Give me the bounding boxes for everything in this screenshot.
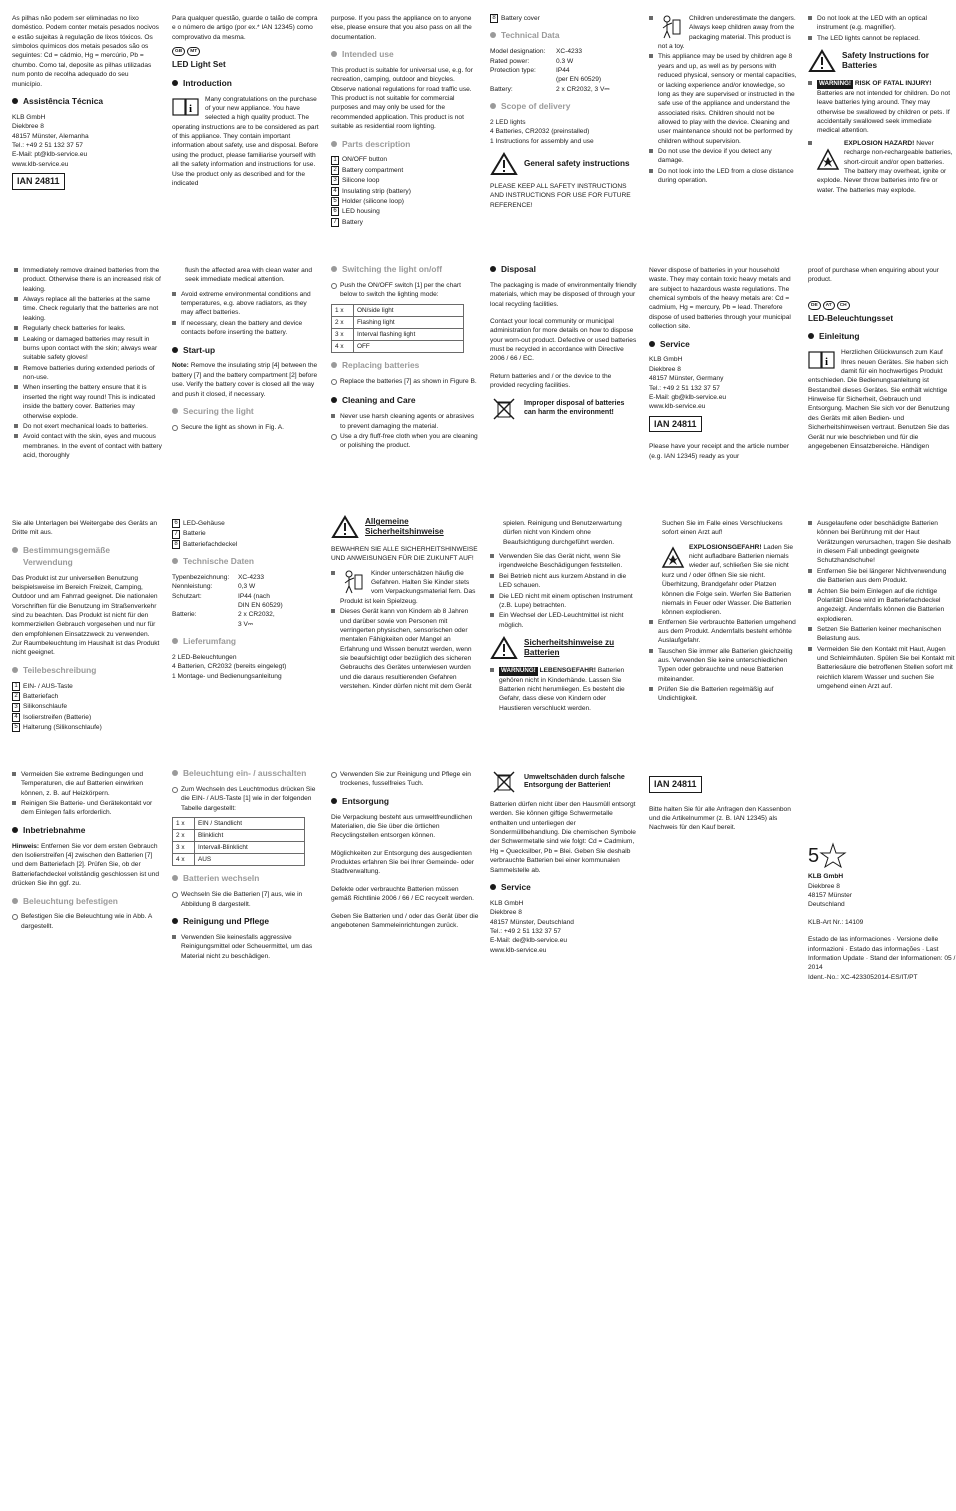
flush-cont: flush the affected area with clean water and seek immediate medical attention. xyxy=(185,267,313,284)
heading-start-up: Start-up xyxy=(172,345,320,357)
table-row: 2 x Flashing light xyxy=(332,316,464,328)
improper-disposal-en: Improper disposal of batteries can harm the environment! xyxy=(490,397,638,421)
bullet-beschaedigung: Verwenden Sie das Gerät nicht, wenn Sie irgendwelche Beschädigungen feststellen. xyxy=(490,552,638,571)
col-r2-c3 xyxy=(331,264,479,452)
disposal-p2: Contact your local community or municipal administration for more details on how to dispose your worn-out product. Defective or used batteries must be recycled in accordance with Directive 2006 / 66 / EC. xyxy=(490,318,637,363)
col-r1-c5 xyxy=(649,14,797,186)
bullet-damage: Do not use the device if you detect any damage. xyxy=(649,147,797,166)
heading-disposal: Disposal xyxy=(490,264,638,276)
ian-badge: IAN 24811 xyxy=(649,416,702,433)
table-row: 3 x Intervall-Blinklicht xyxy=(173,842,305,854)
explosion-warning-icon xyxy=(662,547,684,569)
manual-info-icon xyxy=(808,348,836,372)
title-de: LED-Beleuchtungsset xyxy=(808,313,894,323)
disposal-p1: The packaging is made of environmentally friendly materials, which may be disposed of through your local recycling facilities. xyxy=(490,281,637,308)
entsorgung-p4: Geben Sie Batterien und / oder das Gerät über die angebotenen Sammeleinrichtungen zurück. xyxy=(331,912,479,929)
step-einschalten: Zum Wechseln des Leuchtmodus drücken Sie die EIN- / AUS-Taste [1] wie in der folgenden Tabelle dargestellt: xyxy=(172,785,320,813)
table-row: 2 x Blinklicht xyxy=(173,830,305,842)
heading-verwendung: Bestimmungsgemäße Verwendung xyxy=(12,545,160,569)
explosion-warning-icon xyxy=(817,149,839,171)
battery-safety-heading-de: Sicherheitshinweise zu Batterien xyxy=(490,636,638,660)
col-r3-c1 xyxy=(12,519,160,734)
kinder-cont: spielen. Reinigung und Benutzerwartung dürfen nicht von Kindern ohne Beaufsichtigung durchgeführt werden. xyxy=(503,520,622,546)
col-r4-c4 xyxy=(490,770,638,955)
bullet-kinder: Kinder unterschätzen häufig die Gefahren. Halten Sie Kinder stets vom Verpackungsmaterial fern. Das Produkt ist kein Spielzeug. xyxy=(331,569,479,606)
col-r1-c6 xyxy=(808,14,956,196)
col-r2-c1 xyxy=(14,266,162,462)
bullet-explosion: EXPLOSION HAZARD! Never recharge non-rechargeable batteries, short-circuit and/or open batteries. The battery may overheat, ignite or explode. Never throw batteries into fire or water. The batteries may explode. xyxy=(808,139,956,195)
heading-einschalten: Beleuchtung ein- / ausschalten xyxy=(172,768,320,780)
table-row: 4 x OFF xyxy=(332,340,464,352)
col-r4-c5 xyxy=(649,772,797,838)
parts-list-de: 1 EIN- / AUS-Taste 2 Batteriefach 3 Silikonschlaufe 4 Isolierstreifen (Batterie) 5 Halterung (Silikonschlaufe) xyxy=(12,682,160,733)
heading-reinigung: Reinigung und Pflege xyxy=(172,916,320,928)
svg-text:i: i xyxy=(825,356,829,369)
receipt-en: Please have your receipt and the article number (e.g. IAN 12345) ready as your xyxy=(649,443,790,460)
heading-inbetriebnahme: Inbetriebnahme xyxy=(12,825,160,837)
step-secure: Secure the light as shown in Fig. A. xyxy=(172,423,320,435)
title-en: LED Light Set xyxy=(172,60,226,70)
bullet-non-use: Remove batteries during extended periods of non-use. xyxy=(14,364,162,383)
col-r4-c3 xyxy=(331,770,479,935)
col-r2-c5 xyxy=(649,266,797,466)
technical-data-de: Typenbezeichnung: XC-4233 Nennleistung: 0,3 W Schutzart: IP44 (nach DIN EN 60529) Batterie: 2 x CR2032, 3 V⎓ xyxy=(172,574,283,628)
heading-replacing: Replacing batteries xyxy=(331,360,479,372)
proof-en: proof of purchase when enquiring about your product. xyxy=(808,267,939,284)
bullet-children-age: This appliance may be used by children age 8 years and up, as well as by persons with reduced physical, sensory or mental capacities, or lacking experience and/or knowledge, so long as they are supervised or instructed in the safe use of the appliance and understand the associated risks. Children should not be allowed to play with the device. Cleaning and user maintenance should not be performed by children without supervision. xyxy=(649,52,797,146)
col-r3-c5 xyxy=(658,519,798,705)
table-row: 4 x AUS xyxy=(173,854,305,866)
col-r2-c4 xyxy=(490,264,638,427)
bullet-clean-contacts: If necessary, clean the battery and device contacts before inserting the battery. xyxy=(172,319,320,338)
bullet-mechanische: Setzen Sie Batterien keiner mechanischen Belastung aus. xyxy=(808,625,956,644)
parts-list-en-cont: 8 Battery cover xyxy=(490,14,638,23)
col-r1-c1 xyxy=(12,14,160,194)
bullet-fatal-injury: WARNING! RISK OF FATAL INJURY! Batteries are not intended for children. Do not leave batteries lying around. They may otherwise be swallowed by children or pets. If accidentally swallowed seek immediate medical attention. xyxy=(808,79,956,136)
col-r4-c1 xyxy=(12,770,160,932)
ian-badge: IAN 24811 xyxy=(649,776,702,793)
heading-einleitung: Einleitung xyxy=(808,331,956,343)
col-r3-c2 xyxy=(172,519,320,686)
address-pt: KLB GmbH Diekbree 8 48157 Münster, Alemanha Tel.: +49 2 51 132 37 57 E-Mail: pt@klb-service.eu www.klb-service.eu xyxy=(12,113,89,168)
bullet-kontakte-de: Reinigen Sie Batterie- und Gerätekontakt vor dem Einlegen falls erforderlich. xyxy=(12,799,160,818)
crossed-bin-icon xyxy=(490,397,518,421)
col-r3-c6 xyxy=(808,519,956,692)
bullet-led-abstand: Bei Betrieb nicht aus kurzem Abstand in die LED schauen. xyxy=(490,572,638,591)
table-row: 1 x EIN / Standlicht xyxy=(173,818,305,830)
star-logo-icon xyxy=(819,842,847,870)
bullet-tauschen: Tauschen Sie immer alle Batterien gleichzeitig aus. Verwenden Sie keine unterschiedlichen Typen oder gebrauchte und neue Batterien miteinander. xyxy=(649,647,798,684)
manual-info-icon xyxy=(172,95,200,119)
battery-disposal-pt: As pilhas não podem ser eliminadas no lixo doméstico. Podem conter metais pesados nocivos e estão sujeitas à regulação de lixos tóxicos. Os símbolos químicos dos metais pesados são os seguintes: Cd = cádmio, Hg = mercúrio, Pb = chumbo. Como tal, deposite as pilhas utilizadas num ponto de recolha adequado do seu município. xyxy=(12,15,159,88)
bullet-children: Children underestimate the dangers. Always keep children away from the packaging material. This product is not a toy. xyxy=(649,14,797,51)
heading-entsorgung: Entsorgung xyxy=(331,796,479,808)
receipt-note-pt: Para qualquer questão, guarde o talão de compra e o número de artigo (por ex.* IAN 12345) como comprovativo da mesma. xyxy=(172,15,318,41)
heading-batterien-wechseln: Batterien wechseln xyxy=(172,873,320,885)
bullet-harsh-agents: Never use harsh cleaning agents or abrasives to prevent damaging the material. xyxy=(331,412,479,431)
intended-use-en: This product is suitable for universal use, e.g. for recreation, camping, outdoor and bicycles. Observe national regulations for road traffic use. This product is not suitable for commercial purposes and may only be used for the recommended application. This product is not suitable as residential room lighting. xyxy=(331,67,473,131)
heading-scope: Scope of delivery xyxy=(490,101,638,113)
scope-de: 2 LED-Beleuchtungen 4 Batterien, CR2032 (bereits eingelegt) 1 Montage- und Bedienungsanleitung xyxy=(172,654,287,680)
step-batterien-wechseln: Wechseln Sie die Batterien [7] aus, wie in Abbildung B dargestellt. xyxy=(172,890,320,909)
heading-service-de: Service xyxy=(490,882,638,894)
heading-service-en: Service xyxy=(649,339,797,351)
heading-technical-data: Technical Data xyxy=(490,30,638,42)
bullet-kontakt-haut: Vermeiden Sie den Kontakt mit Haut, Augen und Schleimhäuten. Spülen Sie bei Kontakt mit Batteriesäure die betroffenen Stellen sofort mit reichlich klarem Wasser und suchen Sie umgehend einen Arzt auf. xyxy=(808,645,956,692)
technical-data-en: Model designation: XC-4233 Rated power: 0.3 W Protection type: IP44 (per EN 60529) Battery: 2 x CR2032, 3 V⎓ xyxy=(490,48,610,93)
col-r1-c4 xyxy=(490,14,638,215)
inbetriebnahme-hinweis: Hinweis: Entfernen Sie vor dem ersten Gebrauch den Isolierstreifen [4] zwischen den Batterien [7] und dem Batteriefach [2]. Prüfen Sie, ob der Batteriefachdeckel vollständig geschlossen ist und drücken Sie ihn ggf. zu. xyxy=(12,842,159,888)
keep-instructions-de: BEWAHREN SIE ALLE SICHERHEITSHINWEISE UND ANWEISUNGEN FÜR DIE ZUKUNFT AUF! xyxy=(331,546,478,563)
bullet-mechanical: Do not exert mechanical loads to batteries. xyxy=(14,422,162,432)
address-footer: KLB GmbH Diekbree 8 48157 Münster Deutschland xyxy=(808,873,852,909)
step-switch: Push the ON/OFF switch [1] per the chart below to switch the lighting mode: xyxy=(331,281,479,300)
heading-intended-use: Intended use xyxy=(331,49,479,61)
keep-instructions-en: PLEASE KEEP ALL SAFETY INSTRUCTIONS AND INSTRUCTIONS FOR USE FOR FUTURE REFERENCE! xyxy=(490,183,631,209)
heading-befestigen: Beleuchtung befestigen xyxy=(12,896,160,908)
bullet-polarity: When inserting the battery ensure that it is inserted the right way round! This is indicated inside the battery cover. Batteries may otherwise explode. xyxy=(14,383,162,420)
general-safety-heading-de: Allgemeine Sicherheitshinweise xyxy=(331,515,479,539)
heading-parts: Parts description xyxy=(331,139,479,151)
bullet-look-led: Do not look into the LED from a close distance during operation. xyxy=(649,167,797,186)
address-en: KLB GmbH Diekbree 8 48157 Münster, Germany Tel.: +49 2 51 132 37 57 E-Mail: gb@klb-service.eu www.klb-service.eu xyxy=(649,356,727,411)
bullet-explosionsgefahr: EXPLOSIONSGEFAHR! Laden Sie nicht aufladbare Batterien niemals wieder auf, schließen Sie sie nicht kurz und / oder öffnen Sie sie nicht. Überhitzung, Brandgefahr oder Platzen können die Folge sein. Werfen Sie Batterien niemals in Feuer oder Wasser. Die Batterien können explodieren. xyxy=(662,543,794,617)
intended-use-de: Das Produkt ist zur universellen Benutzung beispielsweise im Bereich Freizeit, Camping, Outdoor und am Fahrrad geeignet. Die nationalen Vorschriften für die Benutzung im Straßenverkehr sind zu beachten. Das Produkt ist nicht für den kommerziellen Gebrauch vorgesehen und nur für den empfohlenen Einsatzzweck zu verwenden. Zur Raumbeleuchtung im Haushalt ist das Produkt nicht geeignet. xyxy=(12,574,160,657)
heading-switching: Switching the light on/off xyxy=(331,264,479,276)
table-row: 3 x Interval flashing light xyxy=(332,328,464,340)
bullet-check-leaks: Regularly check batteries for leaks. xyxy=(14,324,162,334)
bullet-led-wechsel: Ein Wechsel der LED-Leuchtmittel ist nicht möglich. xyxy=(490,611,638,630)
col-r1-c3 xyxy=(331,14,479,228)
bullet-lupe: Die LED nicht mit einem optischen Instrument (z.B. Lupe) betrachten. xyxy=(490,592,638,611)
intro-cont-de: Sie alle Unterlagen bei Weitergabe des Geräts an Dritte mit aus. xyxy=(12,520,158,537)
heading-lieferumfang: Lieferumfang xyxy=(172,636,320,648)
article-number: KLB-Art Nr.: 14109 xyxy=(808,918,864,926)
step-dry-cloth: Use a dry fluff-free cloth when you are cleaning or polishing the product. xyxy=(331,432,479,451)
general-safety-heading: General safety instructions xyxy=(490,152,638,176)
entsorgung-p1: Die Verpackung besteht aus umweltfreundlichen Materialien, die Sie über die örtlichen Recyclingstellen entsorgen können. xyxy=(331,813,473,840)
col-r1-c2 xyxy=(172,14,320,188)
bullet-optical: Do not look at the LED with an optical instrument (e.g. magnifier). xyxy=(808,14,956,33)
language-badges-de: DE AT CH xyxy=(808,301,956,310)
bullet-kinder-alter: Dieses Gerät kann von Kindern ab 8 Jahren und darüber sowie von Personen mit verringerten physischen, sensorischen oder mentalen Fähigkeiten oder Mangel an Erfahrung und Wissen benutzt werden, wenn sie beaufsichtigt oder bezüglich des sicheren Gebrauchs des Gerätes unterwiesen wurden und die daraus resultierenden Gefahren verstehen. Kinder dürfen nicht mit dem Gerät xyxy=(331,607,479,691)
start-up-note: Note: Remove the insulating strip [4] between the battery [7] and the battery compartment [2] before use. Verify the battery cover is closed all the way and push it closed, if necessary. xyxy=(172,362,318,398)
address-de: KLB GmbH Diekbree 8 48157 Münster, Deutschland Tel.: +49 2 51 132 37 57 E-Mail: de@klb-service.eu www.klb-service.eu xyxy=(490,899,574,954)
intro-cont-en: purpose. If you pass the appliance on to anyone else, please ensure that you also pass on all the documentation. xyxy=(331,15,472,41)
bullet-reinigungsmittel: Verwenden Sie keinesfalls aggressive Reinigungsmittel oder Scheuermittel, um das Material nicht zu beschädigen. xyxy=(172,933,320,961)
bullet-remove-drained: Immediately remove drained batteries from the product. Otherwise there is an increased risk of leaking. xyxy=(14,266,162,294)
step-tuch: Verwenden Sie zur Reinigung und Pflege ein trockenes, fusselfreies Tuch. xyxy=(331,770,479,789)
bullet-extreme-de: Vermeiden Sie extreme Bedingungen und Temperaturen, die auf Batterien einwirken können, z. B. auf Heizkörpern. xyxy=(12,770,160,798)
warning-triangle-icon xyxy=(331,515,359,539)
bullet-lebensgefahr: WARNUNG! LEBENSGEFAHR! Batterien gehören nicht in Kinderhände. Lassen Sie Batterien nicht herumliegen. Es besteht die Gefahr, dass diese von Kindern oder Haustieren verschluckt werden. xyxy=(490,666,638,713)
disposal-p3: Return batteries and / or the device to the provided recycling facilities. xyxy=(490,372,612,390)
col-r2-c6 xyxy=(808,266,956,451)
bullet-polaritaet: Achten Sie beim Einlegen auf die richtige Polarität! Diese wird im Batteriefachdeckel angezeigt. Andernfalls können die Batterien explodieren. xyxy=(808,587,956,624)
scope-en: 2 LED lights 4 Batteries, CR2032 (preinstalled) 1 Instructions for assembly and use xyxy=(490,119,594,145)
step-befestigen: Befestigen Sie die Beleuchtung wie in Abb. A dargestellt. xyxy=(12,912,160,931)
improper-disposal-de: Umweltschäden durch falsche Entsorgung der Batterien! xyxy=(490,770,638,794)
col-r4-c6 xyxy=(808,842,956,987)
heading-introduction: Introduction xyxy=(172,78,320,90)
verschlucken-cont: Suchen Sie im Falle eines Verschluckens sofort einen Arzt auf! xyxy=(662,520,783,537)
entsorgung-p2: Möglichkeiten zur Entsorgung des ausgedienten Produktes erfahren Sie bei Ihrer Gemeinde- oder Stadtverwaltung. xyxy=(331,849,474,876)
intro-de: i Herzlichen Glückwunsch zum Kauf Ihres neuen Gerätes. Sie haben sich damit für ein hochwertiges Produkt entschieden. Die Bedienungsanleitung ist Bestandteil dieses Gerätes. Sie enthält wichtige Hinweise für Sicherheit, Gebrauch und Entsorgung. Machen Sie sich vor der Benutzung des Geräts mit allen Bedien- und Sicherheitshinweisen vertraut. Benutzen Sie das Gerät nur wie beschrieben und für die angegebenen Einsatzbereiche. Händigen xyxy=(808,349,950,450)
bullet-not-replaceable: The LED lights cannot be replaced. xyxy=(808,34,956,44)
language-badges-gb: GB MT xyxy=(172,47,320,56)
info-update: Estado de las informaciones · Versione delle informazioni · Estado das informações · Last Information Update · Stand der Informationen: 05 / 2014 Ident.-No.: XC-4233052014-ES/IT/PT xyxy=(808,936,956,981)
bullet-extreme: Avoid extreme environmental conditions and temperatures, e.g. above radiators, as they may affect batteries. xyxy=(172,290,320,318)
step-replace: Replace the batteries [7] as shown in Figure B. xyxy=(331,377,479,389)
battery-safety-heading: Safety Instructions for Batteries xyxy=(808,49,956,73)
klb-logo xyxy=(808,842,956,870)
bullet-replace-all: Always replace all the batteries at the same time. Check regularly that the batteries are not leaking. xyxy=(14,295,162,323)
col-r4-c2 xyxy=(172,768,320,962)
parts-list-de-cont: 6 LED-Gehäuse 7 Batterie 8 Batteriefachdeckel xyxy=(172,519,320,549)
entsorgung-p3: Defekte oder verbrauchte Batterien müssen gemäß Richtlinie 2006 / 66 / EC recycelt werden. xyxy=(331,885,474,903)
bullet-nichtverwendung: Entfernen Sie bei längerer Nichtverwendung die Batterien aus dem Produkt. xyxy=(808,567,956,586)
col-r3-c4 xyxy=(490,519,638,714)
heading-teile: Teilebeschreibung xyxy=(12,665,160,677)
warning-triangle-icon xyxy=(808,49,836,73)
warning-triangle-icon xyxy=(490,636,518,660)
logo-number: 5 xyxy=(808,845,820,867)
bullet-verbrauchte: Entfernen Sie verbrauchte Batterien umgehend aus dem Produkt. Andernfalls besteht erhöhte Auslaufgefahr. xyxy=(649,618,798,646)
ian-badge: IAN 24811 xyxy=(12,173,65,190)
col-r2-c2 xyxy=(172,266,320,435)
svg-text:i: i xyxy=(189,102,193,115)
bullet-skin-contact: Avoid contact with the skin, eyes and mucous membranes. In the event of contact with battery acid, thoroughly xyxy=(14,432,162,460)
heading-cleaning: Cleaning and Care xyxy=(331,395,479,407)
mode-table-en xyxy=(331,304,464,353)
child-warning-icon xyxy=(340,569,366,595)
table-row: 1 x ON/side light xyxy=(332,304,464,316)
col-r3-c3 xyxy=(331,515,479,692)
child-warning-icon xyxy=(658,14,684,40)
kassenbon-de: Bitte halten Sie für alle Anfragen den Kassenbon und die Artikelnummer (z. B. IAN 12345) als Nachweis für den Kauf bereit. xyxy=(649,805,791,832)
bullet-leaking: Leaking or damaged batteries may result in burns upon contact with the skin; always wear suitable safety gloves! xyxy=(14,335,162,363)
warning-triangle-icon xyxy=(490,152,518,176)
battery-waste-en: Never dispose of batteries in your household waste. They may contain toxic heavy metals and are subject to hazardous waste regulations. The chemical symbols of the heavy metals are: Cd = cadmium, Hg = mercury, Pb = lead. Therefore dispose of used batteries through your municipal collection site. xyxy=(649,267,791,331)
batterien-hausmuell: Batterien dürfen nicht über den Hausmüll entsorgt werden. Sie können giftige Schwermetalle enthalten und unterliegen der Sondermüllbehandlung. Die chemischen Symbole der Schwermetalle sind wie folgt: Cd = Cadmium, Hg = Quecksilber, Pb = Blei. Geben Sie deshalb verbrauchte Batterien bei einer kommunalen Sammelstelle ab. xyxy=(490,801,636,874)
bullet-pruefen: Prüfen Sie die Batterien regelmäßig auf Undichtigkeit. xyxy=(649,685,798,704)
heading-technische-daten: Technische Daten xyxy=(172,556,320,568)
heading-assistencia: Assistência Técnica xyxy=(12,96,160,108)
parts-list-en: 1 ON/OFF button 2 Battery compartment 3 Silicone loop 4 Insulating strip (battery) 5 Holder (silicone loop) 6 LED housing 7 Battery xyxy=(331,155,479,227)
intro-en: i Many congratulations on the purchase of your new appliance. You have selected a high quality product. The operating instructions are to be considered as part of this appliance. They contain important information about safety, use and disposal. Before using the product, please familiarise yourself with all the safety information and instructions for use. Use the product only as described and for the indicated xyxy=(172,95,319,187)
bullet-ausgelaufene: Ausgelaufene oder beschädigte Batterien können bei Berührung mit der Haut Verätzungen verursachen, tragen Sie deshalb in diesem Fall unbedingt geeignete Schutzhandschuhe! xyxy=(808,519,956,566)
crossed-bin-icon xyxy=(490,770,518,794)
heading-securing: Securing the light xyxy=(172,406,320,418)
mode-table-de xyxy=(172,817,305,866)
